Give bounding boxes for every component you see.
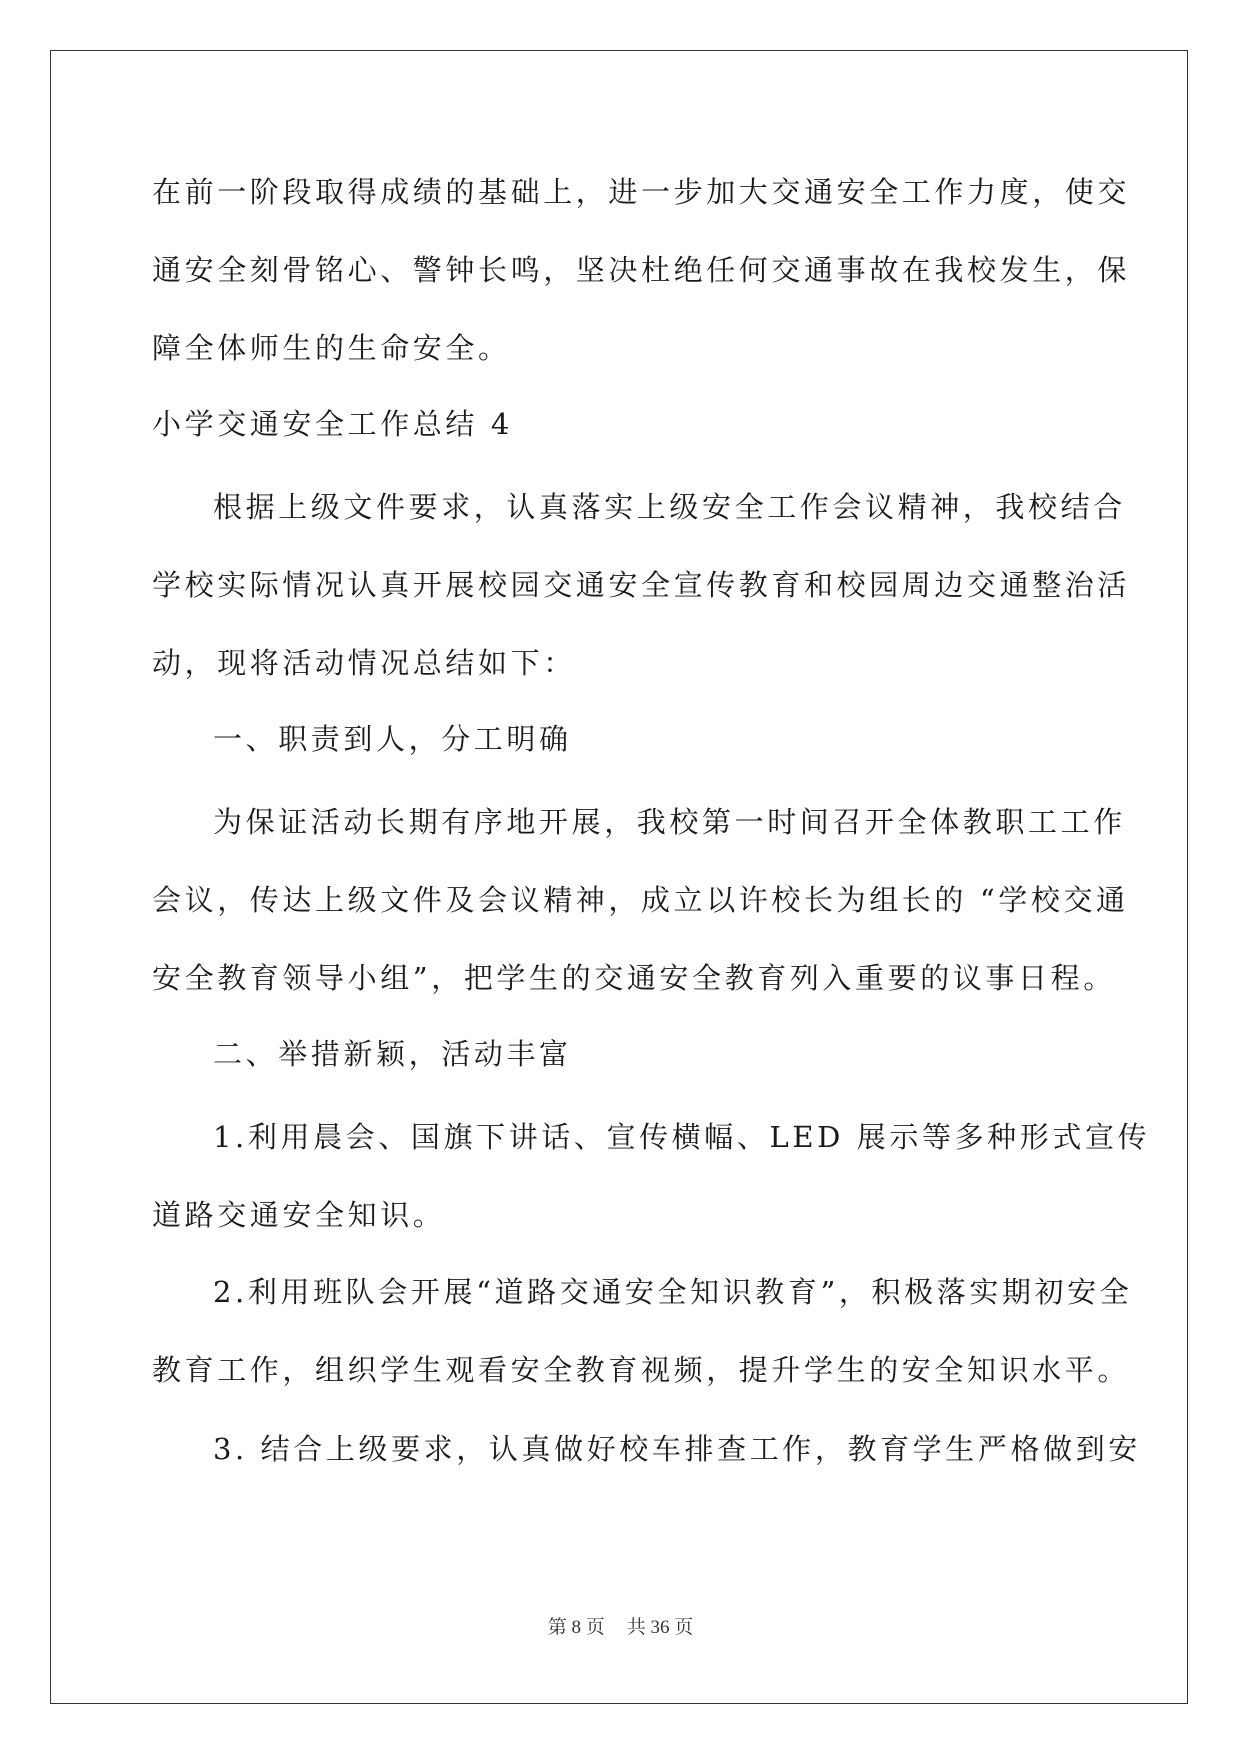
paragraph-line: 动，现将活动情况总结如下： <box>152 646 576 680</box>
paragraph-line: 教育工作，组织学生观看安全教育视频，提升学生的安全知识水平。 <box>152 1353 1131 1387</box>
paragraph-line: 1.利用晨会、国旗下讲话、宣传横幅、LED 展示等多种形式宣传 <box>213 1120 1151 1154</box>
paragraph-line: 道路交通安全知识。 <box>152 1198 446 1232</box>
paragraph-line: 3. 结合上级要求，认真做好校车排查工作，教育学生严格做到安 <box>213 1432 1141 1466</box>
subheading: 一、职责到人，分工明确 <box>213 722 572 756</box>
page-footer <box>0 1612 1241 1639</box>
paragraph-line: 学校实际情况认真开展校园交通安全宣传教育和校园周边交通整治活 <box>152 568 1131 602</box>
paragraph-line: 在前一阶段取得成绩的基础上，进一步加大交通安全工作力度，使交 <box>152 175 1131 209</box>
paragraph-line: 安全教育领导小组”，把学生的交通安全教育列入重要的议事日程。 <box>152 961 1116 995</box>
paragraph-line: 会议，传达上级文件及会议精神，成立以许校长为组长的 “学校交通 <box>152 883 1129 917</box>
section-heading: 小学交通安全工作总结 4 <box>152 407 513 441</box>
paragraph-line: 障全体师生的生命安全。 <box>152 331 511 365</box>
paragraph-line: 为保证活动长期有序地开展，我校第一时间召开全体教职工工作 <box>213 805 1126 839</box>
paragraph-line: 通安全刻骨铭心、警钟长鸣，坚决杜绝任何交通事故在我校发生，保 <box>152 253 1131 287</box>
paragraph-line: 2.利用班队会开展“道路交通安全知识教育”，积极落实期初安全 <box>213 1275 1133 1309</box>
page-total: 共 36 页 <box>626 1617 694 1638</box>
page-number: 第 8 页 <box>547 1617 605 1638</box>
paragraph-line: 根据上级文件要求，认真落实上级安全工作会议精神，我校结合 <box>213 490 1126 524</box>
subheading: 二、举措新颖，活动丰富 <box>213 1037 572 1071</box>
